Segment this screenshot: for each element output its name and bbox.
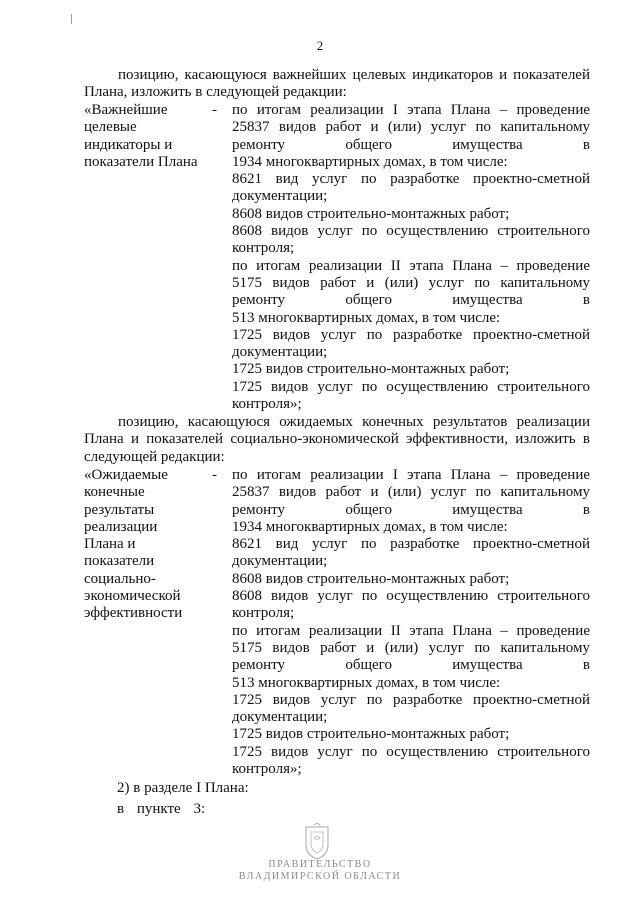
- label-line: социально-: [84, 570, 156, 587]
- label-line: результаты: [84, 501, 155, 518]
- value-line: документации;: [232, 709, 328, 726]
- value-line: 1725 видов услуг по осуществлению строительного: [232, 743, 590, 760]
- label-line: реализации: [84, 518, 158, 535]
- intro-paragraph-2: [84, 414, 590, 466]
- value-line: 8621 вид услуг по разработке проектно-сметной: [232, 171, 590, 188]
- value-line: 25837 видов работ и (или) услуг по капитальному: [232, 119, 590, 136]
- page-number: 2: [316, 38, 324, 53]
- value-line: ремонту общего имущества в: [232, 292, 590, 309]
- value-line: по итогам реализации II этапа Плана – проведение: [232, 622, 590, 639]
- paragraph-line: позицию, касающуюся ожидаемых конечных результатов реализации: [118, 414, 590, 430]
- scan-artifact-mark: [71, 14, 72, 24]
- value-line: ремонту общего имущества в: [232, 657, 590, 674]
- value-line: документации;: [232, 553, 328, 570]
- value-line: 1725 видов строительно-монтажных работ;: [232, 726, 510, 743]
- value-line: контроля»;: [232, 761, 302, 778]
- value-line: документации;: [232, 188, 328, 205]
- value-line: по итогам реализации I этапа Плана – проведение: [232, 467, 590, 483]
- label-dash: -: [212, 102, 217, 118]
- value-line: 8608 видов услуг по осуществлению строительного: [232, 223, 590, 240]
- target-indicators-value: [232, 102, 590, 413]
- target-indicators-table: [84, 102, 590, 414]
- value-line: 1725 видов услуг по разработке проектно-сметной: [232, 691, 590, 708]
- value-line: ремонту общего имущества в: [232, 136, 590, 153]
- target-indicators-label: [84, 102, 206, 171]
- label-line: эффективности: [84, 605, 183, 622]
- value-line: 8608 видов строительно-монтажных работ;: [232, 570, 510, 587]
- value-line: контроля;: [232, 240, 295, 257]
- expected-results-table: [84, 467, 590, 779]
- label-line: целевые: [84, 119, 137, 136]
- intro-paragraph-1: [84, 67, 590, 102]
- value-line: 5175 видов работ и (или) услуг по капитальному: [232, 274, 590, 291]
- label-line: «Ожидаемые: [84, 467, 168, 483]
- value-line: 1934 многоквартирных домах, в том числе:: [232, 153, 508, 170]
- value-line: документации;: [232, 344, 328, 361]
- label-line: «Важнейшие: [84, 102, 168, 118]
- expected-results-label: [84, 467, 206, 623]
- value-line: 8608 видов строительно-монтажных работ;: [232, 205, 510, 222]
- value-line: 1725 видов строительно-монтажных работ;: [232, 361, 510, 378]
- label-line: конечные: [84, 484, 145, 501]
- value-line: 25837 видов работ и (или) услуг по капитальному: [232, 484, 590, 501]
- label-line: экономической: [84, 588, 181, 605]
- value-line: 513 многоквартирных домах, в том числе:: [232, 309, 501, 326]
- footer-org-line-2: ВЛАДИМИРСКОЙ ОБЛАСТИ: [238, 871, 402, 882]
- label-line: показатели Плана: [84, 153, 198, 170]
- value-line: контроля;: [232, 605, 295, 622]
- value-line: 1725 видов услуг по осуществлению строительного: [232, 378, 590, 395]
- list-item-3: в пункте 3:: [117, 801, 206, 817]
- value-line: 1934 многоквартирных домах, в том числе:: [232, 518, 508, 535]
- value-line: 513 многоквартирных домах, в том числе:: [232, 674, 501, 691]
- list-item-2: 2) в разделе I Плана:: [117, 780, 249, 796]
- label-line: Плана и: [84, 536, 136, 553]
- paragraph-line: следующей редакции:: [84, 448, 225, 465]
- paragraph-line: Плана и показателей социально-экономической эффективности, изложить в: [84, 431, 590, 448]
- value-line: 8608 видов услуг по осуществлению строительного: [232, 588, 590, 605]
- value-line: ремонту общего имущества в: [232, 501, 590, 518]
- footer-org-line-1: ПРАВИТЕЛЬСТВО: [268, 859, 372, 870]
- value-line: контроля»;: [232, 396, 302, 413]
- value-line: по итогам реализации I этапа Плана – проведение: [232, 102, 590, 118]
- label-dash: -: [212, 467, 217, 483]
- paragraph-line: позицию, касающуюся важнейших целевых индикаторов и показателей: [118, 67, 590, 83]
- value-line: 8621 вид услуг по разработке проектно-сметной: [232, 536, 590, 553]
- paragraph-line: Плана, изложить в следующей редакции:: [84, 84, 347, 101]
- value-line: по итогам реализации II этапа Плана – проведение: [232, 257, 590, 274]
- label-line: индикаторы и: [84, 136, 173, 153]
- label-line: показатели: [84, 553, 155, 570]
- value-line: 1725 видов услуг по разработке проектно-сметной: [232, 326, 590, 343]
- expected-results-value: [232, 467, 590, 778]
- value-line: 5175 видов работ и (или) услуг по капитальному: [232, 639, 590, 656]
